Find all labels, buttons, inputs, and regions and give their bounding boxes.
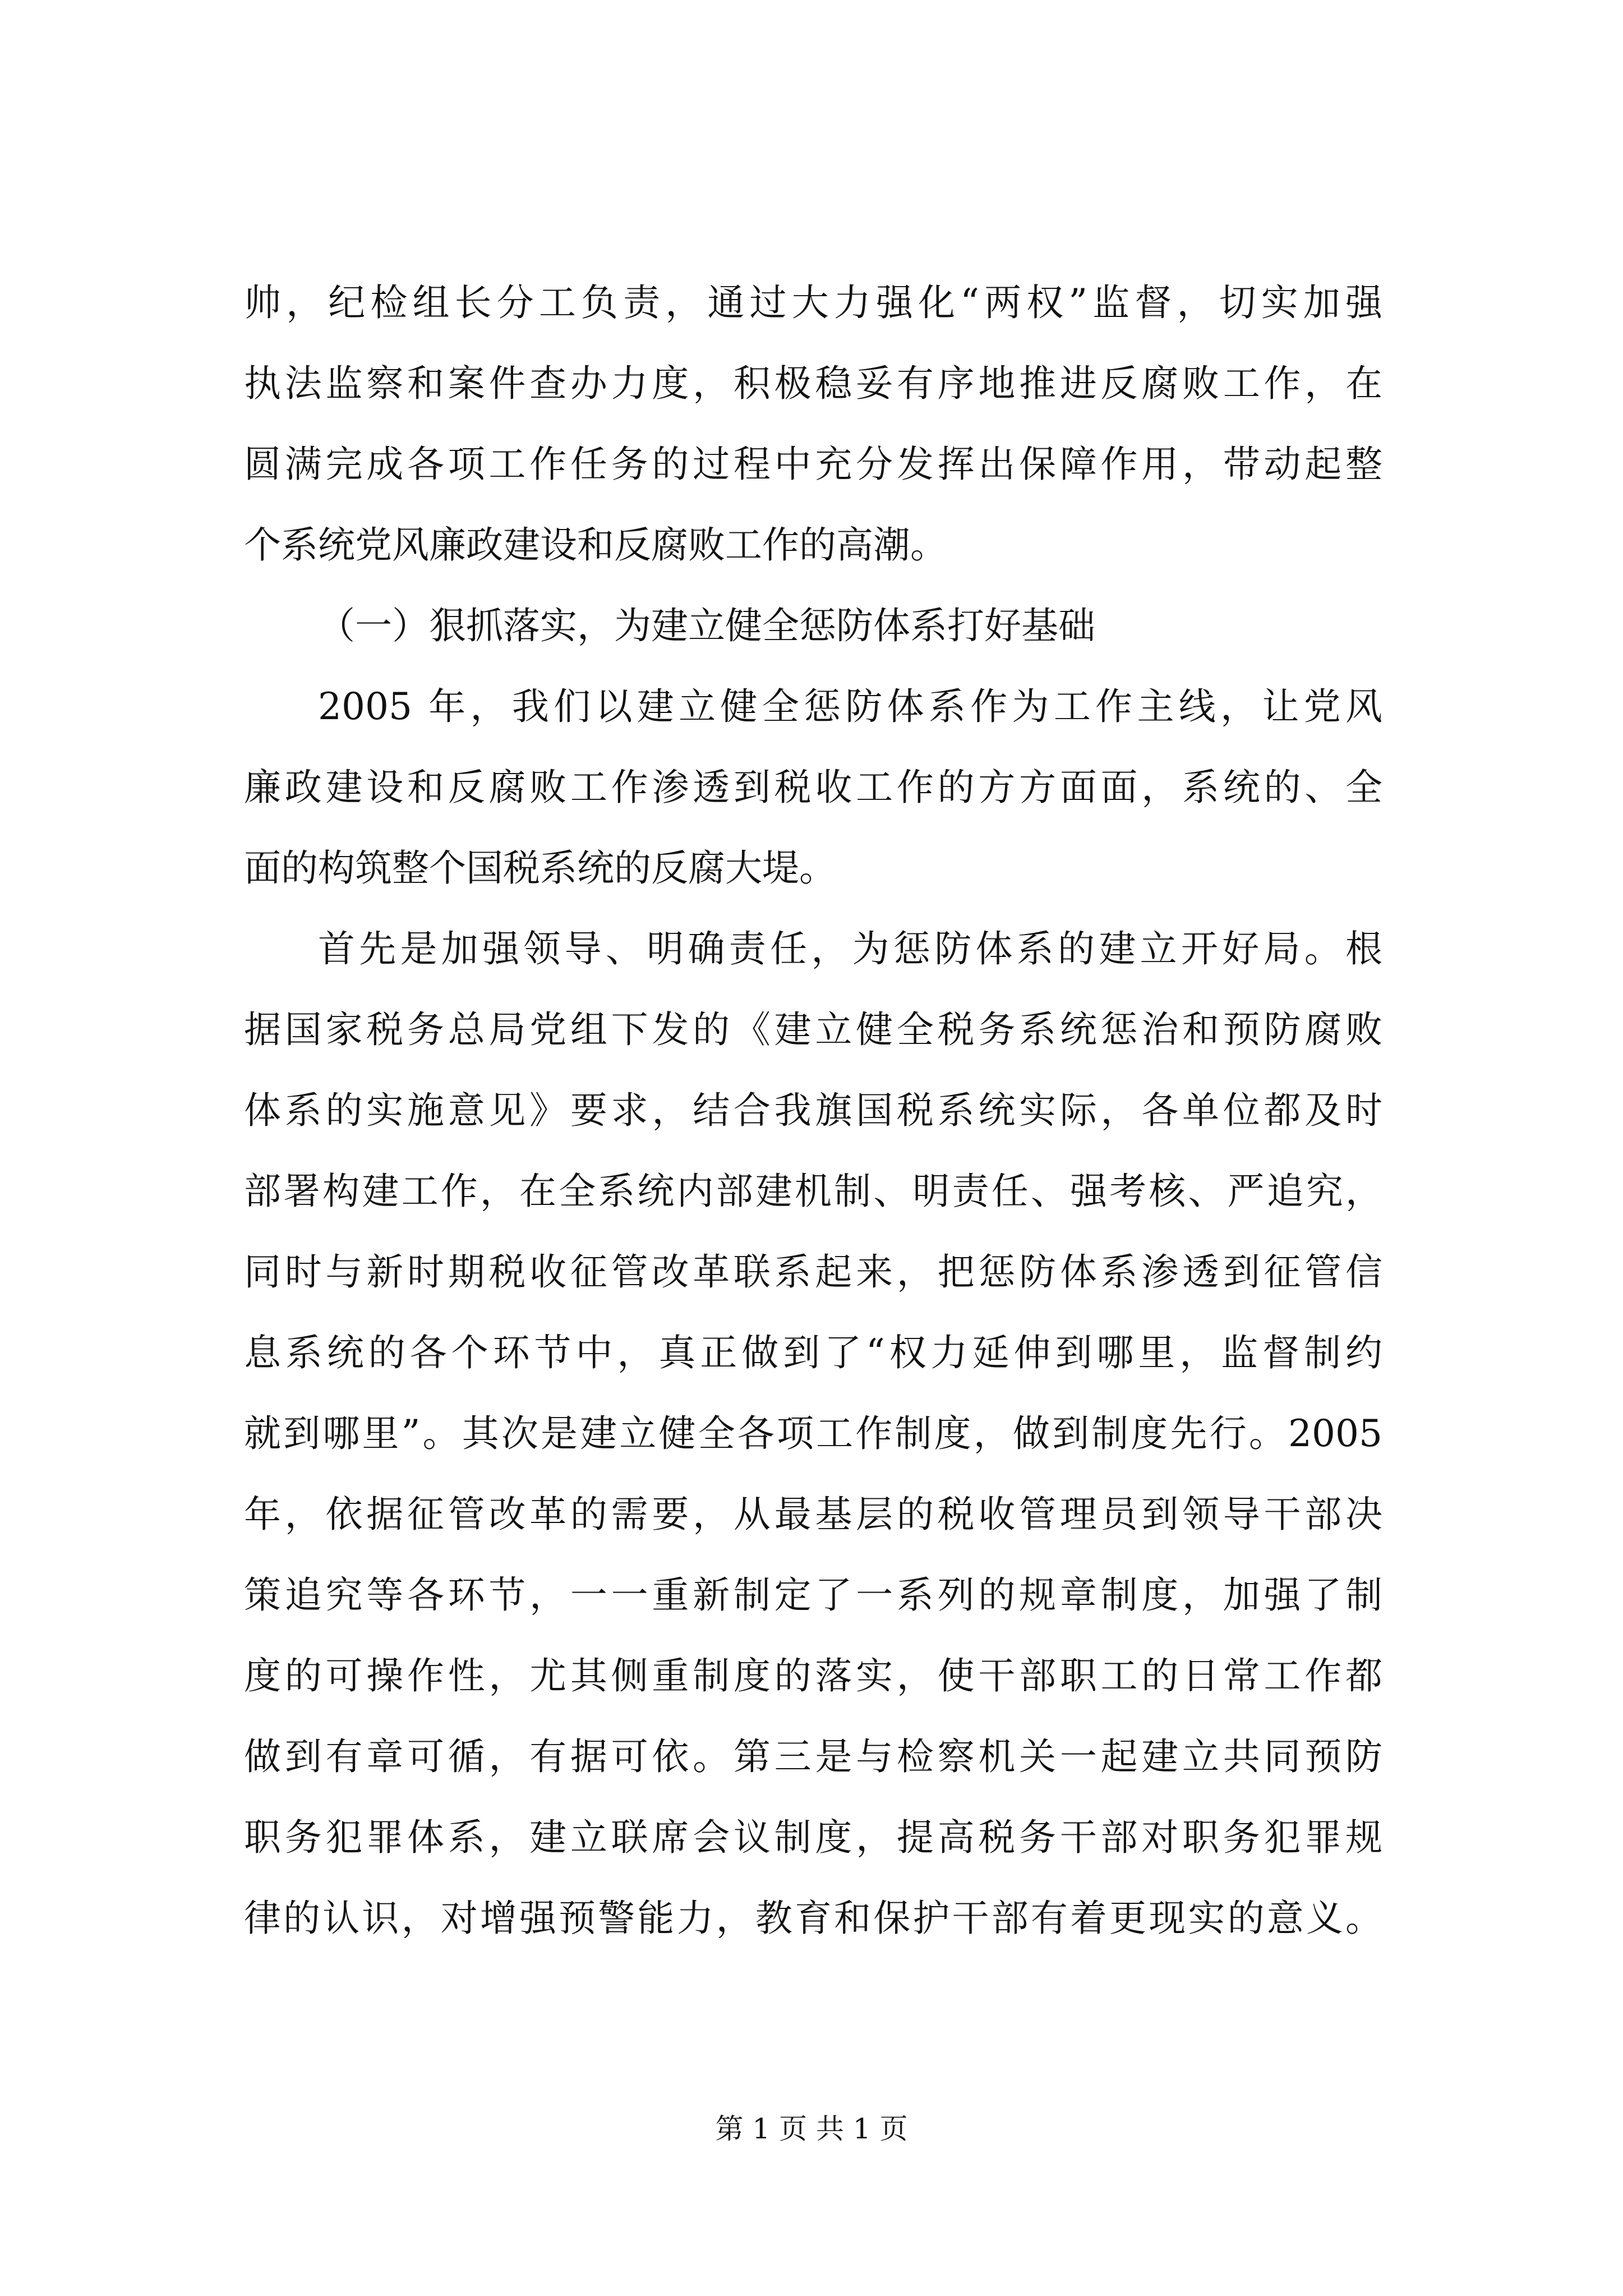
text-line: 面的构筑整个国税系统的反腐大堤。 xyxy=(244,846,836,890)
section-heading xyxy=(244,586,1382,666)
heading-line: （一）狠抓落实，为建立健全惩防体系打好基础 xyxy=(318,604,1095,647)
text-line: 度的可操作性，尤其侧重制度的落实，使干部职工的日常工作都 xyxy=(244,1654,1382,1697)
text-line: 据国家税务总局党组下发的《建立健全税务系统惩治和预防腐败 xyxy=(244,1008,1382,1051)
paragraph-continuation xyxy=(244,263,1382,586)
text-line: 同时与新时期税收征管改革联系起来，把惩防体系渗透到征管信 xyxy=(244,1250,1382,1294)
paragraph xyxy=(244,666,1382,909)
text-line: 帅，纪检组长分工负责，通过大力强化“两权”监督，切实加强 xyxy=(244,281,1382,324)
text-line: 体系的实施意见》要求，结合我旗国税系统实际，各单位都及时 xyxy=(244,1089,1382,1132)
text-line: 律的认识，对增强预警能力，教育和保护干部有着更现实的意义。 xyxy=(244,1897,1382,1940)
page-footer xyxy=(0,2109,1623,2148)
text-line: 做到有章可循，有据可依。第三是与检察机关一起建立共同预防 xyxy=(244,1735,1382,1778)
text-line: 就到哪里”。其次是建立健全各项工作制度，做到制度先行。2005 xyxy=(244,1412,1382,1455)
text-line: 个系统党风廉政建设和反腐败工作的高潮。 xyxy=(244,523,947,567)
text-line: 部署构建工作，在全系统内部建机制、明责任、强考核、严追究， xyxy=(244,1170,1382,1213)
body-text xyxy=(244,263,1382,1959)
text-line: 职务犯罪体系，建立联席会议制度，提高税务干部对职务犯罪规 xyxy=(244,1816,1382,1859)
text-line: 策追究等各环节，一一重新制定了一系列的规章制度，加强了制 xyxy=(244,1573,1382,1617)
page-number-label: 第 1 页 共 1 页 xyxy=(715,2113,908,2145)
paragraph xyxy=(244,909,1382,1959)
text-line: 首先是加强领导、明确责任，为惩防体系的建立开好局。根 xyxy=(318,927,1382,970)
text-line: 圆满完成各项工作任务的过程中充分发挥出保障作用，带动起整 xyxy=(244,443,1382,486)
text-line: 执法监察和案件查办力度，积极稳妥有序地推进反腐败工作，在 xyxy=(244,362,1382,405)
text-line: 2005 年，我们以建立健全惩防体系作为工作主线，让党风 xyxy=(318,685,1382,728)
text-line: 息系统的各个环节中，真正做到了“权力延伸到哪里，监督制约 xyxy=(244,1331,1382,1374)
text-line: 年，依据征管改革的需要，从最基层的税收管理员到领导干部决 xyxy=(244,1493,1382,1536)
text-line: 廉政建设和反腐败工作渗透到税收工作的方方面面，系统的、全 xyxy=(244,766,1382,809)
